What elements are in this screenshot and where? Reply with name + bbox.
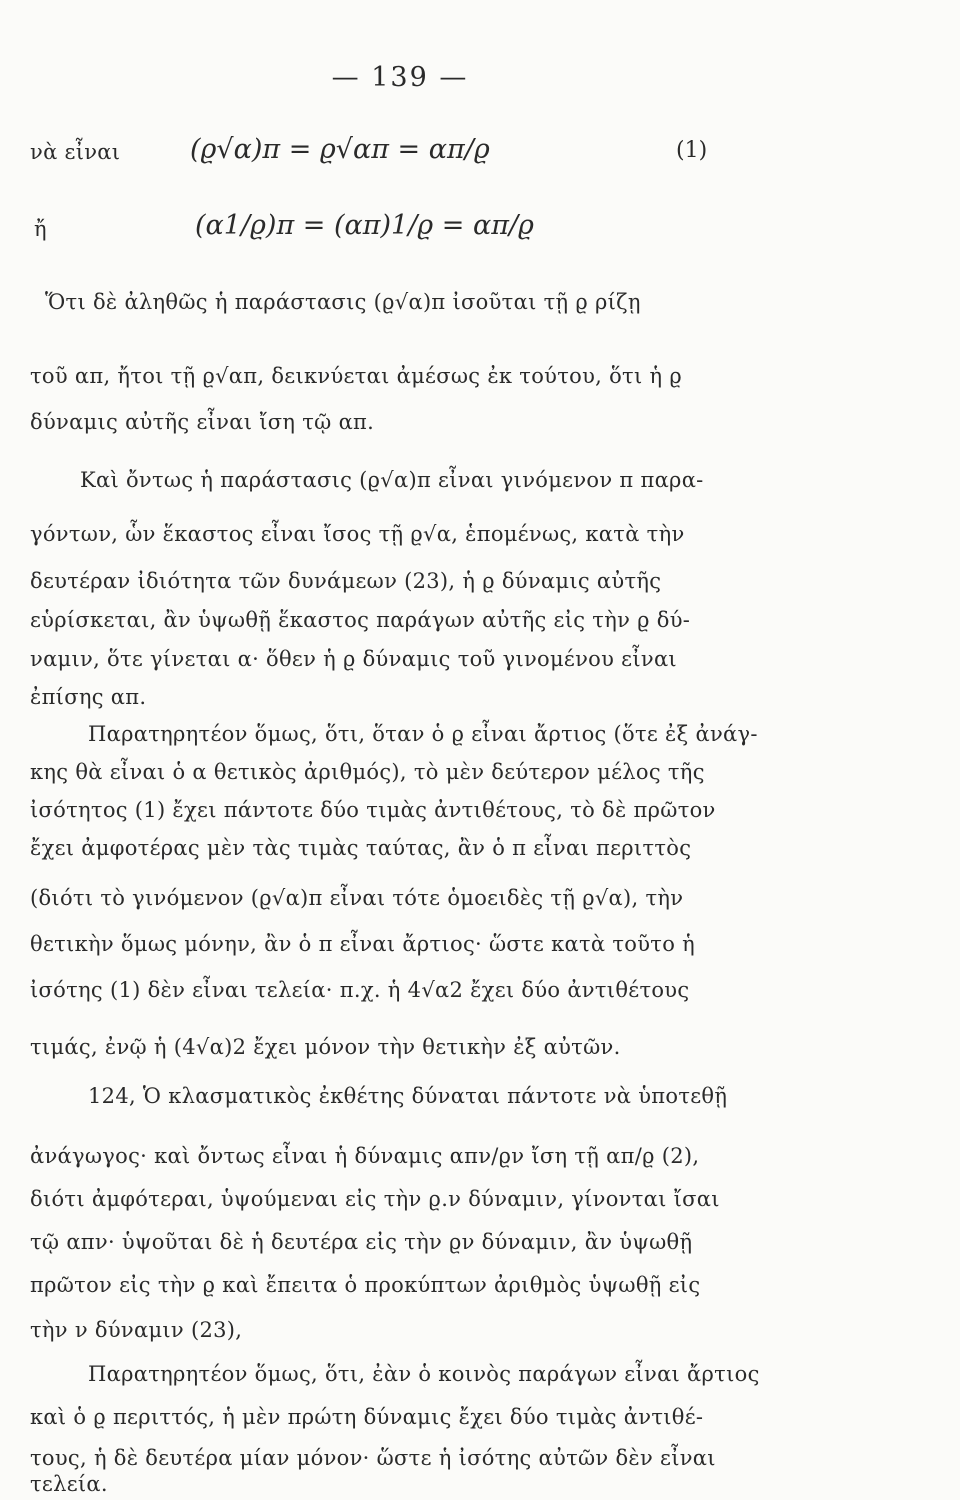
text-line: τελεία. [30,1472,108,1496]
text-line: ἰσότητος (1) ἔχει πάντοτε δύο τιμὰς ἀντιθέτους, τὸ δὲ πρῶτον [30,798,716,822]
text-line: ναμιν, ὅτε γίνεται α· ὅθεν ἡ ϱ δύναμις τοῦ γινομένου εἶναι [30,647,677,671]
text-line: θετικὴν ὅμως μόνην, ἂν ὁ π εἶναι ἄρτιος· ὥστε κατὰ τοῦτο ἡ [30,932,696,956]
text-line: ἀνάγωγος· καὶ ὄντως εἶναι ἡ δύναμις απν/ϱν ἴση τῇ απ/ϱ (2), [30,1144,700,1168]
text-line: δύναμις αὐτῆς εἶναι ἴση τῷ απ. [30,410,375,434]
text-line: δευτέραν ἰδιότητα τῶν δυνάμεων (23), ἡ ϱ δύναμις αὐτῆς [30,569,662,593]
text-line: ἐπίσης απ. [30,685,147,709]
text-line: τοῦ απ, ἤτοι τῇ ϱ√απ, δεικνύεται ἀμέσως ἐκ τούτου, ὅτι ἡ ϱ [30,364,682,388]
equation-label: νὰ εἶναι [30,140,121,164]
text-line: Καὶ ὄντως ἡ παράστασις (ϱ√α)π εἶναι γινόμενον π παρα- [80,468,704,492]
equation-number: (1) [676,138,708,163]
text-line: Παρατηρητέον ὅμως, ὅτι, ἐὰν ὁ κοινὸς παράγων εἶναι ἄρτιος [88,1362,760,1386]
text-line: εὑρίσκεται, ἂν ὑψωθῇ ἕκαστος παράγων αὐτῆς εἰς τὴν ϱ δύ- [30,608,691,632]
text-line: τιμάς, ἐνῷ ἡ (4√α)2 ἔχει μόνον τὴν θετικὴν ἐξ αὐτῶν. [30,1035,621,1059]
text-line: κης θὰ εἶναι ὁ α θετικὸς ἀριθμός), τὸ μὲν δεύτερον μέλος τῆς [30,760,705,784]
text-line: (διότι τὸ γινόμενον (ϱ√α)π εἶναι τότε ὁμοειδὲς τῇ ϱ√α), τὴν [30,886,684,910]
text-line: καὶ ὁ ϱ περιττός, ἡ μὲν πρώτη δύναμις ἔχει δύο τιμὰς ἀντιθέ- [30,1405,704,1429]
text-line: 124, Ὁ κλασματικὸς ἐκθέτης δύναται πάντοτε νὰ ὑποτεθῇ [88,1084,728,1108]
text-line: ἰσότης (1) δὲν εἶναι τελεία· π.χ. ἡ 4√α2 ἔχει δύο ἀντιθέτους [30,978,690,1002]
equation-label: ἤ [34,217,47,241]
equation-expression: (α1/ϱ)π = (απ)1/ϱ = απ/ϱ [195,210,534,241]
equation-expression: (ϱ√α)π = ϱ√απ = απ/ϱ [190,134,490,165]
text-line: τὴν ν δύναμιν (23), [30,1318,243,1342]
text-line: τῷ απν· ὑψοῦται δὲ ἡ δευτέρα εἰς τὴν ϱν δύναμιν, ἂν ὑψωθῇ [30,1230,693,1254]
text-line: πρῶτον εἰς τὴν ϱ καὶ ἔπειτα ὁ προκύπτων ἀριθμὸς ὑψωθῇ εἰς [30,1273,701,1297]
text-line: γόντων, ὧν ἕκαστος εἶναι ἴσος τῇ ϱ√α, ἑπομένως, κατὰ τὴν [30,522,685,546]
text-line: τους, ἡ δὲ δευτέρα μίαν μόνον· ὥστε ἡ ἰσότης αὐτῶν δὲν εἶναι [30,1446,716,1470]
text-line: Ὅτι δὲ ἀληθῶς ἡ παράστασις (ϱ√α)π ἰσοῦται τῇ ϱ ρίζῃ [45,290,641,314]
text-line: Παρατηρητέον ὅμως, ὅτι, ὅταν ὁ ϱ εἶναι ἄρτιος (ὅτε ἐξ ἀνάγ- [88,722,758,746]
text-line: ἔχει ἀμφοτέρας μὲν τὰς τιμὰς ταύτας, ἂν ὁ π εἶναι περιττὸς [30,836,692,860]
text-line: διότι ἀμφότεραι, ὑψούμεναι εἰς τὴν ϱ.ν δύναμιν, γίνονται ἴσαι [30,1187,720,1211]
page-number: — 139 — [331,62,469,93]
